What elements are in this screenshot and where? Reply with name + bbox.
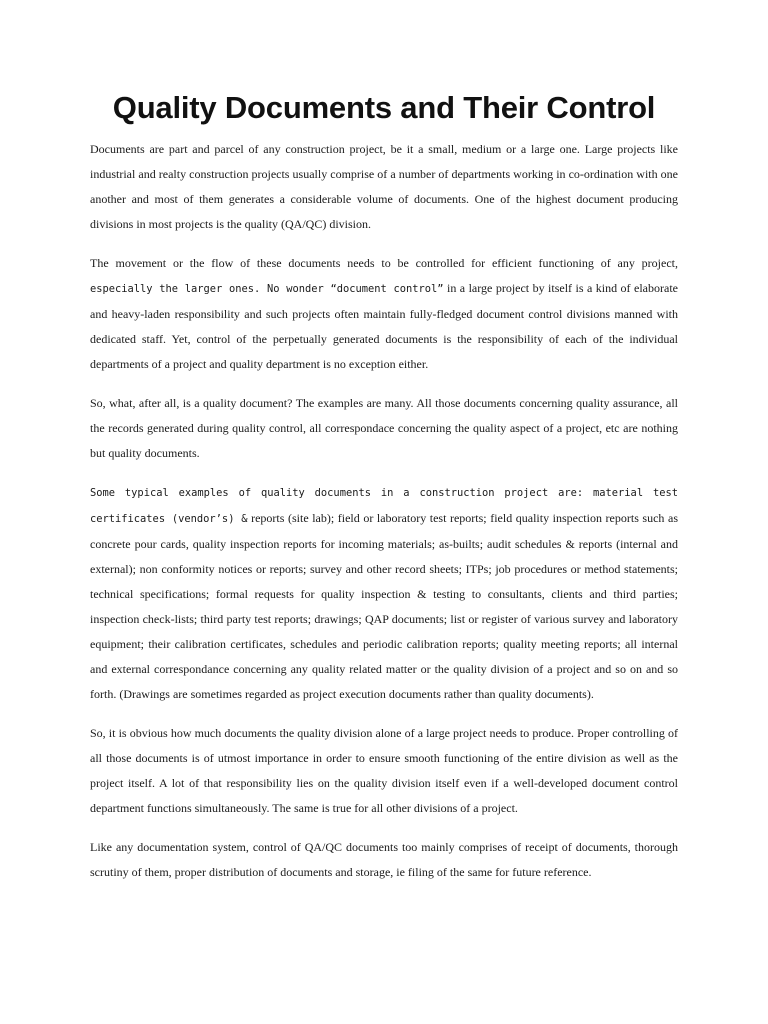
paragraph-typical-examples-lead: Some typical examples of quality documents in a construction project are: material test certificates (vendor’s) & (90, 487, 678, 525)
page-title: Quality Documents and Their Control (112, 90, 656, 125)
paragraph-document-flow-text-2: in a large project by itself is a kind of elaborate and heavy-laden responsibility and such projects often maintain fully-fledged document control divisions manned with dedicated staff. Yet, control of the perpetually generated documents is the responsibility of each of the individual departments of a project and quality department is no exception either. (90, 281, 678, 371)
paragraph-documentation-system: Like any documentation system, control of QA/QC documents too mainly comprises of receipt of documents, thorough scrutiny of them, proper distribution of documents and storage, ie filing of the same for future reference. (90, 840, 678, 879)
paragraph-importance-of-control: So, it is obvious how much documents the quality division alone of a large project needs to produce. Proper controlling of all those documents is of utmost importance in order to ensure smooth functioning of the entire division as well as the project itself. A lot of that responsibility lies on the quality division itself even if a well-developed document control department functions simultaneously. The same is true for all other divisions of a project. (90, 726, 678, 815)
paragraph-typical-examples-list: reports (site lab); field or laboratory test reports; field quality inspection reports such as concrete pour cards, quality inspection reports for incoming materials; as-builts; audit schedules & reports (internal and external); non conformity notices or reports; survey and other record sheets; ITPs; job procedures or method statements; technical specifications; formal requests for quality inspection & testing to consultants, clients and third parties; inspection check-lists; third party test reports; drawings; QAP documents; list or register of various survey and laboratory equipment; their calibration certificates, schedules and periodic calibration reports; quality meeting reports; all internal and external correspondance concerning any quality related matter or the quality division of a project and so on and so forth. (Drawings are sometimes regarded as project execution documents rather than quality documents). (90, 511, 678, 701)
paragraph-what-is-quality-document: So, what, after all, is a quality document? The examples are many. All those documents concerning quality assurance, all the records generated during quality control, all correspondace concerning the quality aspect of a project, etc are nothing but quality documents. (90, 396, 678, 460)
paragraph-document-flow (90, 251, 678, 377)
paragraph-document-flow-highlight: especially the larger ones. No wonder “document control” (90, 283, 444, 295)
paragraph-document-flow-text-1: The movement or the flow of these documents needs to be controlled for efficient functioning of any project, (90, 256, 678, 270)
document-page (90, 86, 678, 899)
paragraph-intro: Documents are part and parcel of any construction project, be it a small, medium or a large one. Large projects like industrial and realty construction projects usually comprise of a number of departments working in co-ordination with one another and most of them generates a considerable volume of documents. One of the highest document producing divisions in most projects is the quality (QA/QC) division. (90, 142, 678, 231)
paragraph-typical-examples (90, 480, 678, 707)
